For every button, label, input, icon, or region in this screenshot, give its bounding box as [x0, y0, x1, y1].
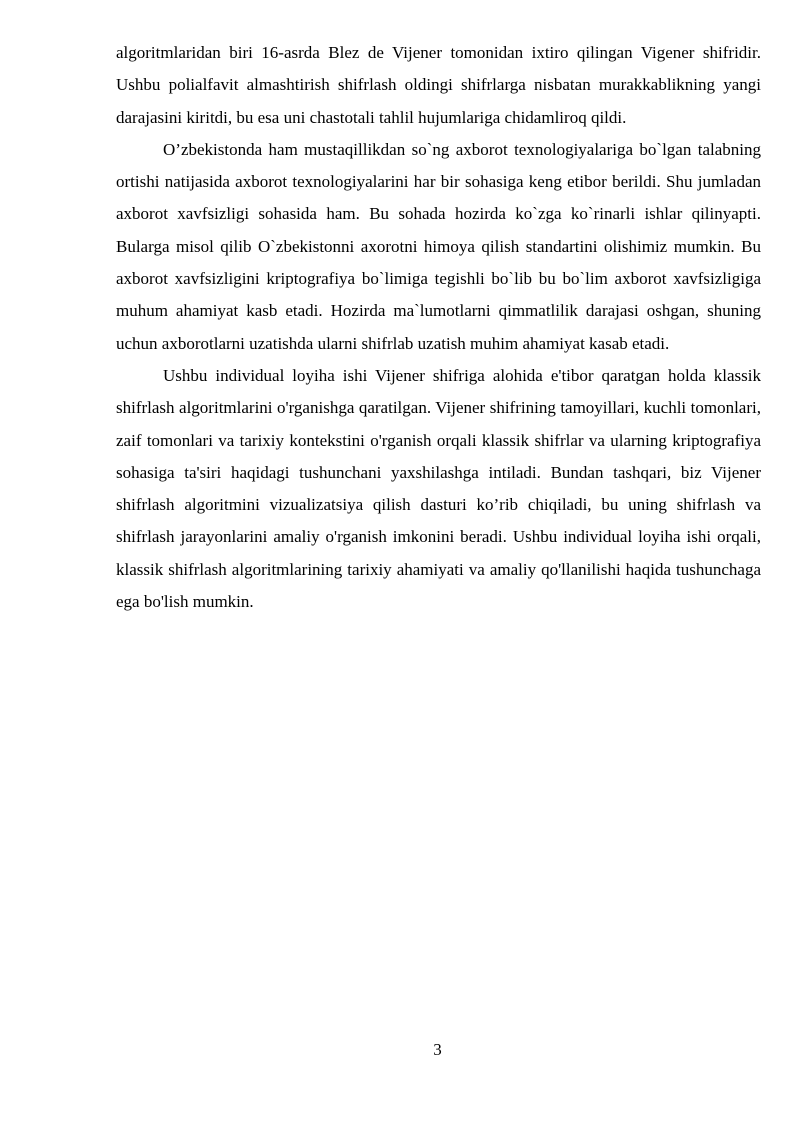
paragraph-continuation: algoritmlaridan biri 16-asrda Blez de Vijener tomonidan ixtiro qilingan Vigener shifridir. Ushbu polialfavit almashtirish shifrlash oldingi shifrlarga nisbatan murakkablikning yangi darajasini kiritdi, bu esa uni chastotali tahlil hujumlariga chidamliroq qildi.: [116, 43, 761, 127]
paragraph-uzbekistan-security: O’zbekistonda ham mustaqillikdan so`ng axborot texnologiyalariga bo`lgan talabning ortishi natijasida axborot texnologiyalarini har bir sohasiga keng etibor berildi. Shu jumladan axborot xavfsizligi sohasida ham. Bu sohada hozirda ko`zga ko`rinarli ishlar qilinyapti. Bularga misol qilib O`zbekistonni axorotni himoya qilish standartini olishimiz mumkin. Bu axborot xavfsizligini kriptografiya bo`limiga tegishli bo`lib bu bo`lim axborot xavfsizligiga muhum ahamiyat kasb etadi. Hozirda ma`lumotlarni qimmatlilik darajasi oshgan, shuning uchun axborotlarni uzatishda ularni shifrlab uzatish muhim ahamiyat kasab etadi.: [116, 139, 761, 353]
paragraph-project-overview: Ushbu individual loyiha ishi Vijener shifriga alohida e'tibor qaratgan holda klassik shifrlash algoritmlarini o'rganishga qaratilgan. Vijener shifrining tamoyillari, kuchli tomonlari, zaif tomonlari va tarixiy kontekstini o'rganish orqali klassik shifrlar va ularning kriptografiya sohasiga ta'siri haqidagi tushunchani yaxshilashga intiladi. Bundan tashqari, biz Vijener shifrlash algoritmini vizualizatsiya qilish dasturi ko’rib chiqiladi, bu uning shifrlash va shifrlash jarayonlarini amaliy o'rganish imkonini beradi. Ushbu individual loyiha ishi orqali, klassik shifrlash algoritmlarining tarixiy ahamiyati va amaliy qo'llanilishi haqida tushunchaga ega bo'lish mumkin.: [116, 365, 761, 612]
page-number: 3: [433, 1040, 442, 1059]
page-body: [116, 37, 761, 618]
